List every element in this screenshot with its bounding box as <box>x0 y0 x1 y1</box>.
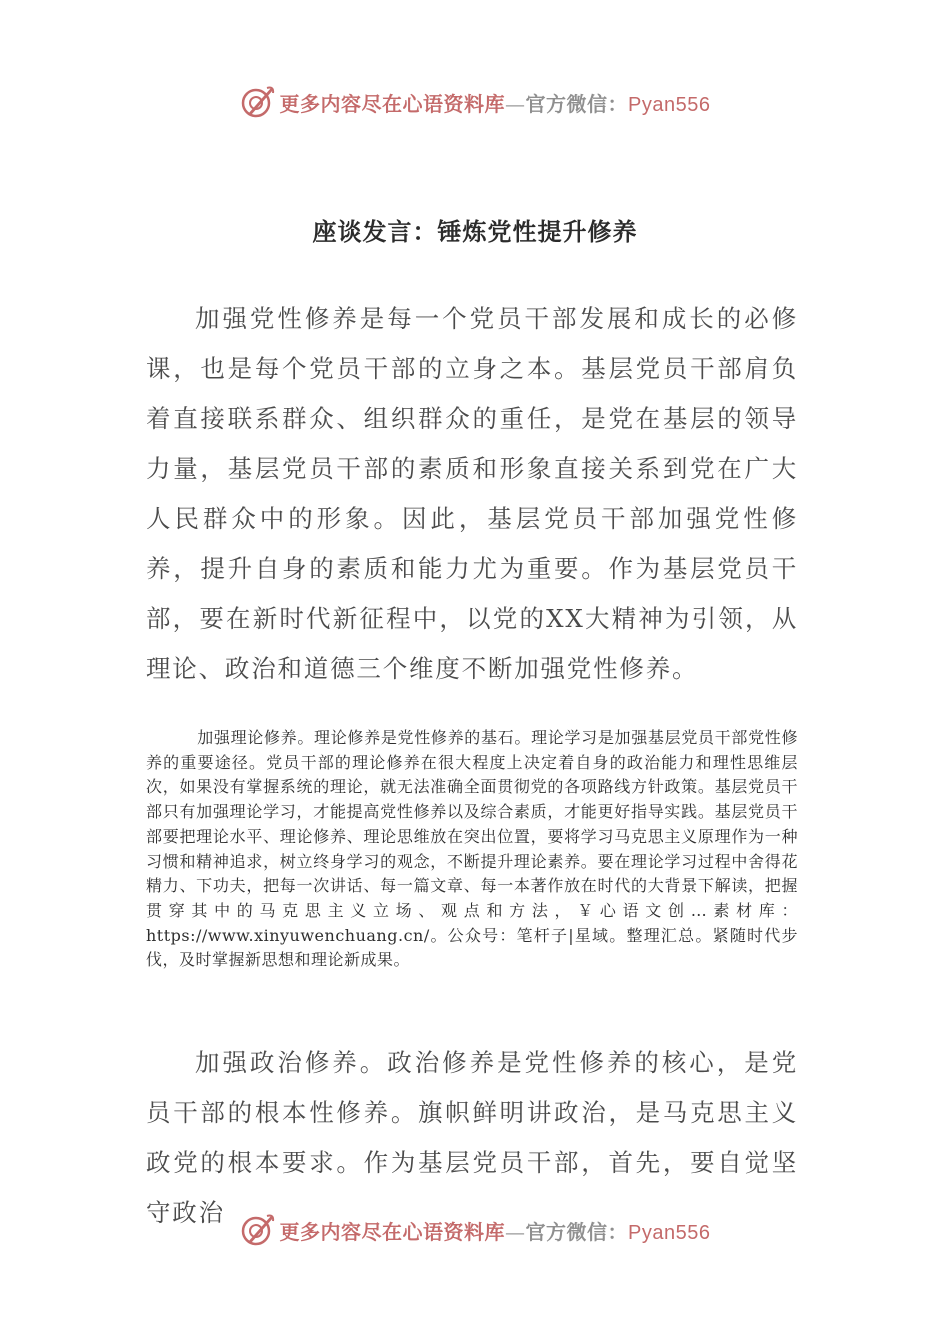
banner-main-text: 更多内容尽在心语资料库 <box>279 91 506 116</box>
footer-banner <box>0 1210 950 1250</box>
banner-text <box>280 1216 711 1245</box>
header-banner <box>0 82 950 122</box>
banner-dash: — <box>505 91 526 116</box>
banner-wechat-label: 官方微信： <box>525 91 629 116</box>
paragraph-politics: 加强政治修养。政治修养是党性修养的核心，是党员干部的根本性修养。旗帜鲜明讲政治，是马克思主义政党的根本要求。作为基层党员干部，首先，要自觉坚守政治 <box>146 1048 798 1227</box>
quill-logo-icon <box>240 1212 276 1248</box>
document-title: 座谈发言：锤炼党性提升修养 <box>312 217 638 246</box>
quill-logo-icon <box>240 84 276 120</box>
banner-main-text: 更多内容尽在心语资料库 <box>279 1219 506 1244</box>
banner-wechat-id: Pyan556 <box>628 93 711 116</box>
paragraph-theory: 加强理论修养。理论修养是党性修养的基石。理论学习是加强基层党员干部党性修养的重要途径。党员干部的理论修养在很大程度上决定着自身的政治能力和理性思维层次，如果没有掌握系统的理论，就无法准确全面贯彻党的各项路线方针政策。基层党员干部只有加强理论学习，才能提高党性修养以及综合素质，才能更好指导实践。基层党员干部要把理论水平、理论修养、理论思维放在突出位置，要将学习马克思主义原理作为一种习惯和精神追求，树立终身学习的观念，不断提升理论素养。要在理论学习过程中舍得花精力、下功夫，把每一次讲话、每一篇文章、每一本著作放在时代的大背景下解读，把握贯穿其中的马克思主义立场、观点和方法，￥心语文创…素材库：https://www.xinyuwenchuang.cn/。公众号：笔杆子|星域。整理汇总。紧随时代步伐，及时掌握新思想和理论新成果。 <box>146 728 798 970</box>
banner-text <box>280 88 711 117</box>
paragraph-intro: 加强党性修养是每一个党员干部发展和成长的必修课，也是每个党员干部的立身之本。基层党员干部肩负着直接联系群众、组织群众的重任，是党在基层的领导力量，基层党员干部的素质和形象直接关系到党在广大人民群众中的形象。因此，基层党员干部加强党性修养，提升自身的素质和能力尤为重要。作为基层党员干部，要在新时代新征程中，以党的XX大精神为引领，从理论、政治和道德三个维度不断加强党性修养。 <box>146 304 798 683</box>
banner-dash: — <box>505 1219 526 1244</box>
banner-wechat-label: 官方微信： <box>525 1219 629 1244</box>
banner-wechat-id: Pyan556 <box>628 1221 711 1244</box>
